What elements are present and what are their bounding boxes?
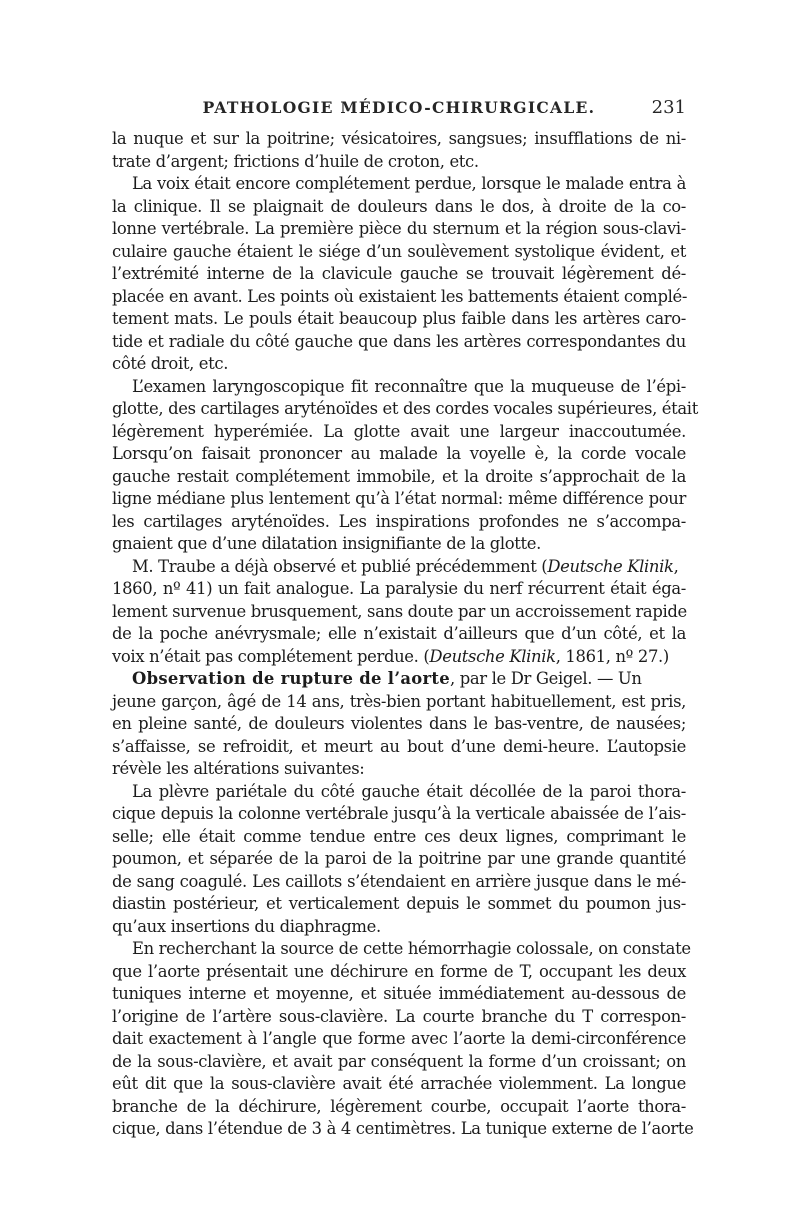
text-line: eût dit que la sous-clavière avait été arrachée violemment. La longue: [112, 1074, 686, 1093]
text-line: la clinique. Il se plaignait de douleurs dans le dos, à droite de la co-: [112, 196, 686, 216]
journal-title: Deutsche Klinik: [429, 646, 556, 666]
text-line: [112, 646, 686, 669]
text-line: en pleine santé, de douleurs violentes dans le bas-ventre, de nausées;: [112, 714, 686, 733]
text-line: de la sous-clavière, et avait par conséquent la forme d’un croissant; on: [112, 1051, 686, 1071]
text-line: branche de la déchirure, légèrement courbe, occupait l’aorte thora-: [112, 1096, 686, 1116]
text-line: culaire gauche étaient le siége d’un soulèvement systolique évident, et: [112, 241, 686, 261]
running-head: [112, 96, 686, 126]
text-line: Lorsqu’on faisait prononcer au malade la voyelle è, la corde vocale: [112, 444, 686, 463]
text-line: l’extrémité interne de la clavicule gauche se trouvait légèrement dé-: [112, 264, 686, 283]
text-line: révèle les altérations suivantes:: [112, 759, 365, 778]
text-line: cique depuis la colonne vertébrale jusqu’à la verticale abaissée de l’ais-: [112, 804, 686, 823]
text-line: jeune garçon, âgé de 14 ans, très-bien portant habituellement, est pris,: [112, 691, 686, 711]
text-line: l’origine de l’artère sous-clavière. La courte branche du T correspon-: [112, 1006, 686, 1026]
text-line: La voix était encore complétement perdue, lorsque le malade entra à: [132, 174, 686, 193]
text-line: gnaient que d’une dilatation insignifiante de la glotte.: [112, 534, 541, 553]
text-line: de la poche anévrysmale; elle n’existait d’ailleurs que d’un côté, et la: [112, 624, 686, 643]
text-line: s’affaisse, se refroidit, et meurt au bout d’une demi-heure. L’autopsie: [112, 736, 686, 756]
text-line: légèrement hyperémiée. La glotte avait une largeur inaccoutumée.: [112, 421, 686, 441]
page-number: 231: [651, 97, 686, 118]
text-line: lement survenue brusquement, sans doute par un accroissement rapide: [112, 601, 687, 621]
text-line: tement mats. Le pouls était beaucoup plus faible dans les artères caro-: [112, 309, 686, 328]
text-line: que l’aorte présentait une déchirure en forme de T, occupant les deux: [112, 961, 686, 981]
text-line: qu’aux insertions du diaphragme.: [112, 916, 381, 936]
text-line: diastin postérieur, et verticalement depuis le sommet du poumon jus-: [112, 894, 686, 913]
text-line: 1860, nº 41) un fait analogue. La paralysie du nerf récurrent était éga-: [112, 579, 686, 598]
text-line: cique, dans l’étendue de 3 à 4 centimètres. La tunique externe de l’aorte: [112, 1119, 694, 1138]
text-line: lonne vertébrale. La première pièce du sternum et la région sous-clavi-: [112, 219, 686, 238]
text-line: La plèvre pariétale du côté gauche était décollée de la paroi thora-: [132, 781, 686, 801]
text-fragment: voix n’était pas complétement perdue. (: [112, 646, 430, 666]
text-fragment: M. Traube a déjà observé et publié précédemment (: [132, 556, 548, 576]
text-line: trate d’argent; frictions d’huile de croton, etc.: [112, 151, 479, 171]
text-line: selle; elle était comme tendue entre ces deux lignes, comprimant le: [112, 826, 686, 846]
body-text: [112, 128, 698, 1141]
text-line: En recherchant la source de cette hémorrhagie colossale, on constate: [132, 939, 691, 958]
text-line: ligne médiane plus lentement qu’à l’état normal: même différence pour: [112, 489, 686, 508]
journal-title: Deutsche Klinik: [547, 556, 674, 576]
running-title: PATHOLOGIE MÉDICO-CHIRURGICALE.: [202, 98, 596, 117]
text-line: tuniques interne et moyenne, et située immédiatement au-dessous de: [112, 984, 686, 1003]
text-line: poumon, et séparée de la paroi de la poitrine par une grande quantité: [112, 849, 686, 868]
text-line: L’examen laryngoscopique fit reconnaître que la muqueuse de l’épi-: [132, 376, 686, 396]
observation-heading: Observation de rupture de l’aorte: [132, 669, 451, 688]
text-line: glotte, des cartilages aryténoïdes et des cordes vocales supérieures, était: [112, 399, 698, 418]
text-line: [112, 556, 686, 579]
text-line: dait exactement à l’angle que forme avec l’aorte la demi-circonférence: [112, 1029, 686, 1048]
text-line: de sang coagulé. Les caillots s’étendaient en arrière jusque dans le mé-: [112, 871, 686, 891]
text-line: la nuque et sur la poitrine; vésicatoires, sangsues; insufflations de ni-: [112, 129, 686, 148]
text-line: côté droit, etc.: [112, 354, 229, 373]
text-line: placée en avant. Les points où existaient les battements étaient complé-: [112, 286, 688, 306]
text-line: gauche restait complétement immobile, et la droite s’approchait de la: [112, 466, 686, 486]
text-line: les cartilages aryténoïdes. Les inspirations profondes ne s’accompa-: [112, 511, 686, 531]
text-line: [112, 668, 686, 691]
text-fragment: , 1861, nº 27.): [555, 646, 669, 666]
text-fragment: , par le Dr Geigel. — Un: [450, 669, 642, 688]
text-fragment: ,: [673, 556, 679, 576]
text-line: tide et radiale du côté gauche que dans les artères correspondantes du: [112, 331, 686, 351]
